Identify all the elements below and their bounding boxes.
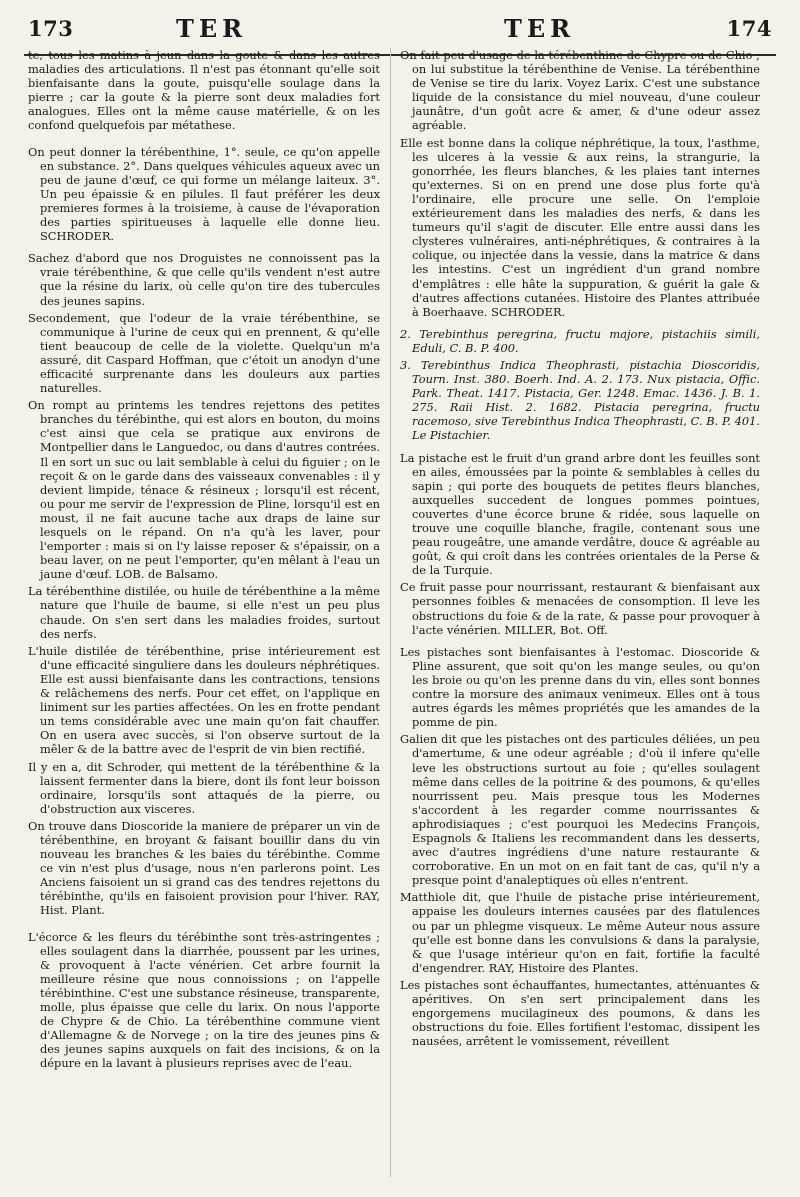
paragraph: Matthiole dit, que l'huile de pistache prise intérieurement, appaise les douleurs internes causées par des flatulences ou par un phlegme visqueux. Le même Auteur nous assure qu'elle est bonne dans les convulsions & dans la paralysie, & que l'usage intérieur qu'on en fait, fortifie la faculté d'engendrer. RAY, Histoire des Plantes.	[400, 890, 760, 975]
left-page-number: 173	[28, 16, 74, 41]
paragraph: La pistache est le fruit d'un grand arbre dont les feuilles sont en ailes, émoussées par la pointe & semblables à celles du sapin ; qui porte des bouquets de petites fleurs blanches, auxquelles succedent de longues pommes pointues, couvertes d'une écorce brune & ridée, sous laquelle on trouve une coquille blanche, fragile, contenant sous une peau rougeâtre, une amande verdâtre, douce & agréable au goût, & qui croît dans les contrées orientales de la Perse & de la Turquie.	[400, 450, 760, 578]
left-running-head: TER	[176, 14, 248, 43]
paragraph: Elle est bonne dans la colique néphrétique, la toux, l'asthme, les ulceres à la vessie & aux reins, la strangurie, la gonorrhée, les fleurs blanches, & les plaies tant internes qu'externes. Si on en prend une dose plus forte qu'à l'ordinaire, elle procure une selle. On l'emploie extérieurement dans les maladies des nerfs, & dans les tumeurs qu'il s'agit de discuter. Elle entre aussi dans les clysteres vulnéraires, anti-néphrétiques, & contraires à la colique, ou injectée dans la vessie, dans la matrice & dans les intestins. C'est un ingrédient d'un grand nombre d'emplâtres : elle hâte la suppuration, & guérit la gale & d'autres affections cutanées. Histoire des Plantes attribuée à Boerhaave. SCHRODER.	[400, 135, 760, 319]
paragraph: On rompt au printems les tendres rejettons des petites branches du térébinthe, qui est alors en bouton, du moins c'est ainsi que cela se pratique aux environs de Montpellier dans le Languedoc, ou dans d'autres contrées. Il en sort un suc ou lait semblable à celui du figuier ; on le reçoit & on le garde dans des vaisseaux convenables : il y devient limpide, ténace & résineux ; lorsqu'il est récent, ou pour me servir de l'expression de Pline, lorsqu'il est en moust, il ne fait aucune tache aux draps de laine sur lesquels on le répand. On n'a qu'à les laver, pour l'emporter : mais si on l'y laisse reposer & s'épaissir, on a beau laver, on ne peut l'emporter, qu'en mêlant à l'eau un jaune d'œuf. LOB. de Balsamo.	[28, 398, 380, 582]
right-running-head: TER	[504, 14, 576, 43]
synonym-entry: 3. Terebinthus Indica Theophrasti, pistachia Dioscoridis, Tourn. Inst. 380. Boerh. Ind. A. 2. 173. Nux pistacia, Offic. Park. Theat. 1417. Pistacia, Ger. 1248. Emac. 1436. J. B. 1. 275. Raii Hist. 2. 1682. Pistacia peregrina, fructu racemoso, sive Terebinthus Indica Theophrasti, C. B. P. 401. Le Pistachier.	[400, 357, 760, 443]
page-header	[0, 14, 800, 48]
paragraph: Secondement, que l'odeur de la vraie térébenthine, se communique à l'urine de ceux qui en prennent, & qu'elle tient beaucoup de celle de la violette. Quelqu'un m'a assuré, dit Caspard Hoffman, que c'étoit un anodyn d'une efficacité surprenante dans les douleurs aux parties naturelles.	[28, 310, 380, 396]
paragraph: L'huile distilée de térébenthine, prise intérieurement est d'une efficacité singuliere dans les douleurs néphrétiques. Elle est aussi bienfaisante dans les contractions, tensions & relâchemens des nerfs. Pour cet effet, on l'applique en liniment sur les parties affectées. On les en frotte pendant un tems considérable avec une main qu'on fait chauffer. On en usera avec succès, si l'on observe surtout de la mêler & de la battre avec de l'esprit de vin bien rectifié.	[28, 643, 380, 757]
paragraph: Galien dit que les pistaches ont des particules déliées, un peu d'amertume, & une odeur agréable ; d'où il infere qu'elle leve les obstructions surtout au foie ; qu'elles soulagent même dans celles de la poitrine & des poumons, & qu'elles nourrissent peu. Mais presque tous les Modernes s'accordent à les regarder comme nourrissantes & aphrodisiaques ; c'est pourquoi les Medecins François, Espagnols & Italiens les recommandent dans les desserts, avec d'autres ingrédiens d'une nature restaurante & corroborative. En un mot on en fait tant de cas, qu'il n'y a presque point d'analeptiques où elles n'entrent.	[400, 732, 760, 888]
paragraph: Il y en a, dit Schroder, qui mettent de la térébenthine & la laissent fermenter dans la biere, dont ils font leur boisson ordinaire, lorsqu'ils sont attaqués de la pierre, ou d'obstruction aux visceres.	[28, 759, 380, 816]
synonym-entry: 2. Terebinthus peregrina, fructu majore, pistachiis simili, Eduli, C. B. P. 400.	[400, 326, 760, 355]
paragraph: Les pistaches sont échauffantes, humectantes, atténuantes & apéritives. On s'en sert principalement dans les engorgemens mucilagineux des poumons, & dans les obstructions du foie. Elles fortifient l'estomac, dissipent les nausées, arrêtent le vomissement, réveillent	[400, 977, 760, 1049]
paragraph: On trouve dans Dioscoride la maniere de préparer un vin de térébenthine, en broyant & faisant bouillir dans du vin nouveau les branches & les baies du térébinthe. Comme ce vin n'est plus d'usage, nous n'en parlerons point. Les Anciens faisoient un si grand cas des tendres rejettons du térébinthe, qu'ils en faisoient provision pour l'hiver. RAY, Hist. Plant.	[28, 818, 380, 918]
paragraph: Ce fruit passe pour nourrissant, restaurant & bienfaisant aux personnes foibles & menacées de consomption. Il leve les obstructions du foie & de la rate, & passe pour provoquer à l'acte vénérien. MILLER, Bot. Off.	[400, 580, 760, 637]
paragraph: On peut donner la térébenthine, 1°. seule, ce qu'on appelle en substance. 2°. Dans quelques véhicules aqueux avec un peu de jaune d'œuf, ce qui forme un mélange laiteux. 3°. Un peu épaissie & en pilules. Il faut préférer les deux premieres formes à la troisieme, à cause de l'évaporation des parties spiritueuses à laquelle elle donne lieu. SCHRODER.	[28, 144, 380, 244]
right-page-number: 174	[726, 16, 772, 41]
left-column	[28, 48, 380, 1189]
paragraph: On fait peu d'usage de la térébenthine de Chypre ou de Chio ; on lui substitue la térébenthine de Venise. La térébenthine de Venise se tire du larix. Voyez Larix. C'est une substance liquide de la consistance du miel nouveau, d'une couleur jaunâtre, d'un goût acre & amer, & d'une odeur assez agréable.	[400, 48, 760, 133]
right-column	[400, 48, 760, 1189]
paragraph: L'écorce & les fleurs du térébinthe sont très-astringentes ; elles soulagent dans la diarrhée, poussent par les urines, & provoquent à l'acte vénérien. Cet arbre fournit la meilleure résine que nous connoissions ; on l'appelle térébinthine. C'est une substance résineuse, transparente, molle, plus épaisse que celle du larix. On nous l'apporte de Chypre & de Chio. La térébenthine commune vient d'Allemagne & de Norvege ; on la tire des jeunes pins & des jeunes sapins auxquels on fait des incisions, & on la dépure en la lavant à plusieurs reprises avec de l'eau.	[28, 929, 380, 1071]
paragraph: Sachez d'abord que nos Droguistes ne connoissent pas la vraie térébenthine, & que celle qu'ils vendent n'est autre que la résine du larix, où celle qu'on tire des tubercules des jeunes sapins.	[28, 251, 380, 308]
paragraph: Les pistaches sont bienfaisantes à l'estomac. Dioscoride & Pline assurent, que soit qu'on les mange seules, ou qu'on les broie ou qu'on les prenne dans du vin, elles sont bonnes contre la morsure des animaux venimeux. Elles ont à tous autres égards les mêmes propriétés que les amandes de la pomme de pin.	[400, 644, 760, 730]
paragraph: te, tous les matins à jeun dans la goute & dans les autres maladies des articulations. Il n'est pas étonnant qu'elle soit bienfaisante dans la goute, puisqu'elle soulage dans la pierre ; car la goute & la pierre sont deux maladies fort analogues. Elles ont la même cause matérielle, & on les confond quelquefois par métathese.	[28, 48, 380, 133]
column-divider	[390, 48, 391, 1177]
paragraph: La térébenthine distilée, ou huile de térébenthine a la même nature que l'huile de baume, si elle n'est un peu plus chaude. On s'en sert dans les maladies froides, surtout des nerfs.	[28, 584, 380, 641]
